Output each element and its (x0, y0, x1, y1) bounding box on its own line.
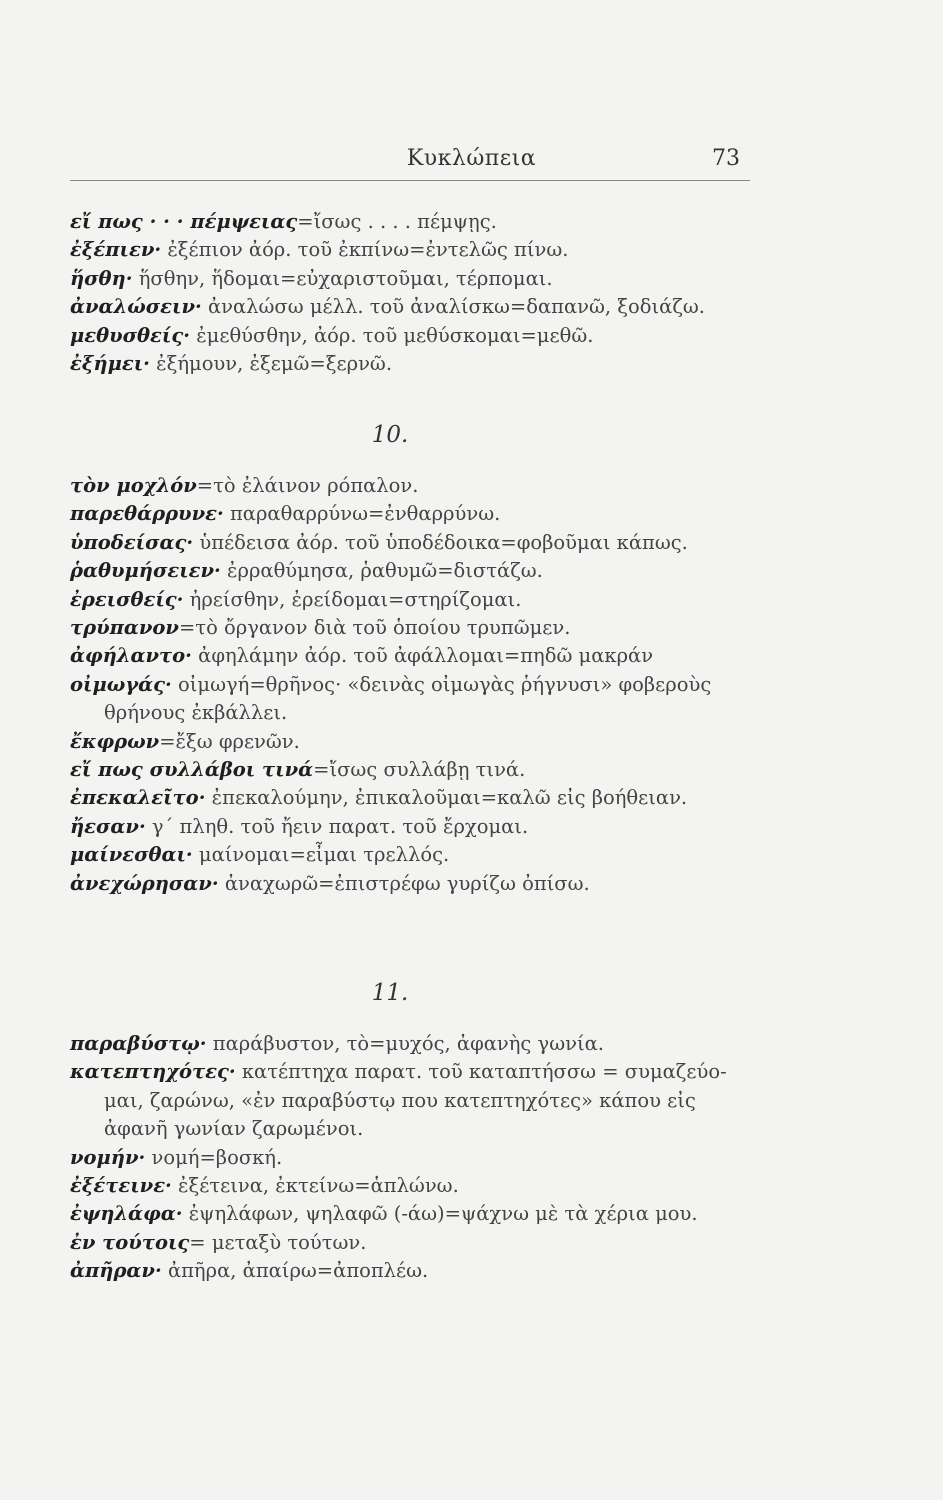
glossary-section-10 (70, 472, 760, 898)
entry-lemma: ἀναλώσειν· (70, 295, 202, 319)
entry-lemma: τρύπανον (70, 616, 179, 640)
entry-gloss: ἀφανῆ γωνίαν ζαρωμένοι. (104, 1117, 364, 1141)
entry-lemma: ἐπεκαλεῖτο· (70, 786, 206, 810)
entry-lemma: μεθυσθείς· (70, 323, 190, 347)
entry-gloss: ὑπέδεισα ἀόρ. τοῦ ὑποδέδοικα=φοβοῦμαι κάπως. (193, 530, 688, 554)
entry-lemma: ἐρεισθείς· (70, 587, 184, 611)
entry-lemma: παρεθάρρυνε· (70, 502, 224, 526)
glossary-entry (70, 784, 760, 812)
glossary-entry (70, 756, 760, 784)
glossary-entry (70, 1144, 760, 1172)
entry-lemma: εἴ πως συλλάβοι τινά (70, 758, 314, 782)
entry-lemma: τὸν μοχλόν (70, 474, 197, 497)
glossary-entry (70, 841, 760, 869)
entry-gloss: ἐμεθύσθην, ἀόρ. τοῦ μεθύσκομαι=μεθῶ. (190, 323, 594, 347)
glossary-entry (70, 350, 760, 378)
glossary-entry (70, 586, 760, 614)
glossary-entry (70, 265, 760, 293)
entry-lemma: εἴ πως · · · πέμψειας (70, 210, 298, 233)
entry-gloss: ἐξέτεινα, ἐκτείνω=ἁπλώνω. (171, 1174, 459, 1198)
entry-gloss: ἐπεκαλούμην, ἐπικαλοῦμαι=καλῶ εἰς βοήθειαν. (205, 786, 688, 810)
glossary-entry (70, 557, 760, 585)
glossary-section-9-end (70, 208, 760, 378)
entry-lemma: ὑποδείσας· (70, 530, 194, 554)
entry-gloss: παραθαρρύνω=ἐνθαρρύνω. (223, 502, 501, 526)
entry-lemma: ἀφήλαντο· (70, 644, 192, 668)
entry-gloss: μαι, ζαρώνω, «ἐν παραβύστῳ που κατεπτηχότες» κάπου εἰς (104, 1088, 696, 1112)
entry-gloss: ἀναλώσω μέλλ. τοῦ ἀναλίσκω=δαπανῶ, ξοδιάζω. (201, 295, 705, 319)
entry-gloss: ἀναχωρῶ=ἐπιστρέφω γυρίζω ὀπίσω. (218, 871, 590, 895)
glossary-entry (70, 1058, 760, 1086)
glossary-entry (70, 1030, 760, 1058)
entry-lemma: ἐξήμει· (70, 352, 150, 376)
entry-gloss: ἐρραθύμησα, ῥαθυμῶ=διστάζω. (220, 559, 543, 583)
entry-lemma: ἐν τούτοις (70, 1230, 190, 1254)
glossary-entry-continuation (70, 1087, 760, 1115)
header-rule (70, 180, 750, 181)
entry-gloss: θρήνους ἐκβάλλει. (104, 701, 288, 725)
entry-lemma: ἀπῆραν· (70, 1259, 162, 1283)
glossary-entry (70, 870, 760, 898)
entry-gloss: =ἴσως συλλάβῃ τινά. (313, 758, 526, 782)
entry-lemma: ἤεσαν· (70, 814, 146, 838)
glossary-entry (70, 529, 760, 557)
glossary-entry (70, 472, 760, 500)
glossary-section-11 (70, 1030, 760, 1286)
entry-gloss: γ΄ πληθ. τοῦ ἤειν παρατ. τοῦ ἔρχομαι. (145, 814, 529, 838)
glossary-entry (70, 208, 760, 236)
entry-gloss: ἐξήμουν, ἐξεμῶ=ξερνῶ. (149, 352, 393, 376)
entry-gloss: =ἔξω φρενῶν. (159, 729, 300, 753)
entry-gloss: = μεταξὺ τούτων. (189, 1230, 367, 1254)
entry-lemma: ῥαθυμήσειεν· (70, 559, 221, 583)
entry-gloss: =τὸ ἐλάινον ρόπαλον. (196, 474, 419, 497)
entry-lemma: ἐψηλάφα· (70, 1202, 183, 1226)
entry-gloss: ἀπῆρα, ἀπαίρω=ἀποπλέω. (161, 1259, 429, 1283)
glossary-entry (70, 236, 760, 264)
glossary-entry (70, 293, 760, 321)
entry-lemma: οἰμωγάς· (70, 672, 172, 696)
entry-gloss: κατέπτηχα παρατ. τοῦ καταπτήσσω = συμαζεύο- (235, 1060, 727, 1084)
glossary-entry (70, 728, 760, 756)
entry-lemma: μαίνεσθαι· (70, 843, 193, 867)
entry-gloss: =τὸ ὄργανον διὰ τοῦ ὁποίου τρυπῶμεν. (178, 616, 571, 640)
glossary-entry (70, 1257, 760, 1285)
entry-lemma: ἥσθη· (70, 266, 133, 290)
entry-gloss: ἥσθην, ἥδομαι=εὐχαριστοῦμαι, τέρπομαι. (132, 266, 553, 290)
entry-gloss: παράβυστον, τὸ=μυχός, ἀφανὴς γωνία. (206, 1032, 604, 1055)
entry-gloss: ἀφηλάμην ἀόρ. τοῦ ἀφάλλομαι=πηδῶ μακράν (191, 644, 654, 668)
glossary-entry (70, 1229, 760, 1257)
section-number-11: 11. (371, 980, 409, 1006)
entry-gloss: ἐψηλάφων, ψηλαφῶ (-άω)=ψάχνω μὲ τὰ χέρια μου. (182, 1202, 698, 1226)
entry-gloss: νομή=βοσκή. (145, 1145, 283, 1169)
entry-gloss: ἐξέπιον ἀόρ. τοῦ ἐκπίνω=ἐντελῶς πίνω. (161, 238, 569, 262)
glossary-entry (70, 322, 760, 350)
glossary-entry (70, 813, 760, 841)
entry-lemma: νομήν· (70, 1145, 146, 1169)
entry-gloss: =ἴσως . . . . πέμψῃς. (297, 210, 497, 233)
entry-lemma: ἔκφρων (70, 729, 160, 753)
entry-lemma: ἀνεχώρησαν· (70, 871, 219, 895)
entry-gloss: μαίνομαι=εἶμαι τρελλός. (192, 843, 450, 867)
glossary-entry-continuation (70, 699, 760, 727)
glossary-entry (70, 614, 760, 642)
glossary-entry (70, 500, 760, 528)
glossary-entry (70, 1172, 760, 1200)
entry-gloss: οἰμωγή=θρῆνος· «δεινὰς οἰμωγὰς ῥήγνυσι» φοβεροὺς (171, 672, 712, 696)
glossary-entry (70, 642, 760, 670)
entry-lemma: ἐξέτεινε· (70, 1174, 172, 1198)
running-header-title: Κυκλώπεια (406, 146, 537, 171)
section-number-10: 10. (371, 422, 409, 448)
entry-lemma: κατεπτηχότες· (70, 1060, 236, 1084)
entry-lemma: παραβύστῳ· (70, 1032, 207, 1055)
glossary-entry (70, 671, 760, 699)
glossary-entry (70, 1200, 760, 1228)
entry-lemma: ἐξέπιεν· (70, 238, 162, 262)
glossary-entry-continuation (70, 1115, 760, 1143)
entry-gloss: ἠρείσθην, ἐρείδομαι=στηρίζομαι. (183, 587, 522, 611)
page-number: 73 (712, 146, 740, 171)
